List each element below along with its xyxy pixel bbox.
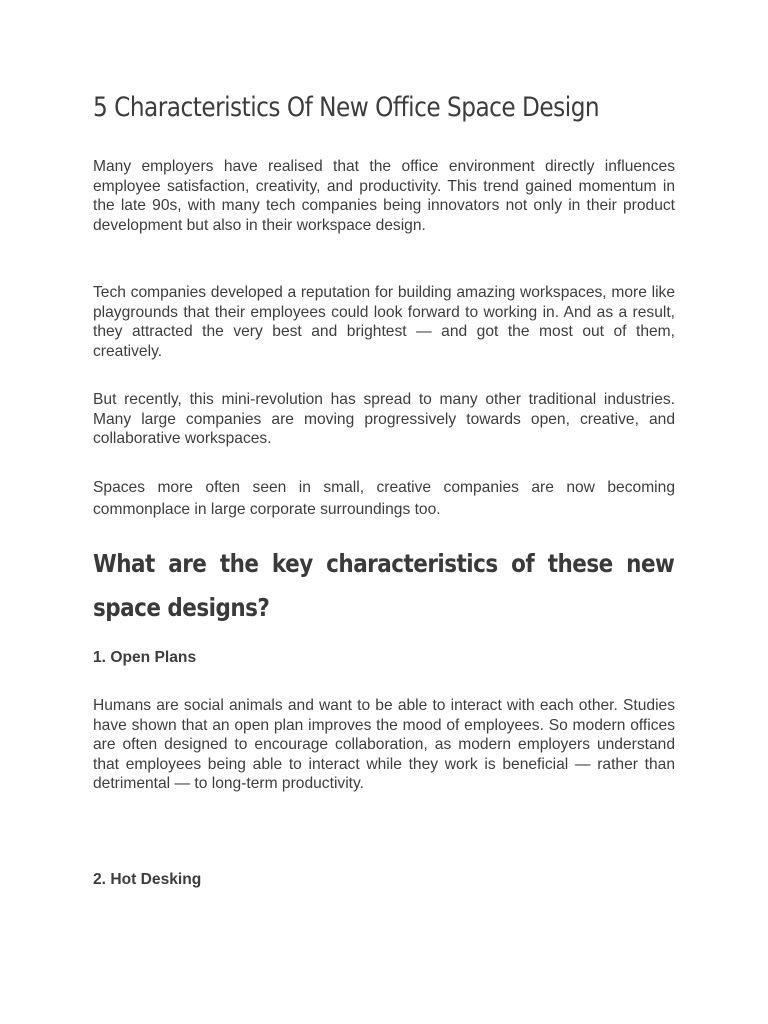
subsection-heading-hot-desking: 2. Hot Desking — [93, 871, 202, 888]
section-heading — [93, 542, 675, 630]
intro-paragraph-3: But recently, this mini-revolution has spread to many other traditional industries. Many large companies are moving progressively towards open, creative, and collaborative workspaces. — [93, 391, 675, 448]
subsection-heading-open-plans: 1. Open Plans — [93, 649, 197, 666]
document-title: 5 Characteristics Of New Office Space Design — [93, 92, 600, 123]
intro-paragraph-2: Tech companies developed a reputation for building amazing workspaces, more like playgrounds that their employees could look forward to working in. And as a result, they attracted the very best and brightest — and got the most out of them, creatively. — [93, 284, 675, 360]
section-heading-text: What are the key characteristics of these new space designs? — [93, 549, 675, 622]
intro-paragraph-1: Many employers have realised that the office environment directly influences employee satisfaction, creativity, and productivity. This trend gained momentum in the late 90s, with many tech companies being innovators not only in their product development but also in their workspace design. — [93, 158, 675, 234]
intro-paragraph-4: Spaces more often seen in small, creative companies are now becoming commonplace in large corporate surroundings too. — [93, 479, 675, 518]
subsection-body-open-plans: Humans are social animals and want to be able to interact with each other. Studies have shown that an open plan improves the mood of employees. So modern offices are often designed to encourage collaboration, as modern employers understand that employees being able to interact while they work is beneficial — rather than detrimental — to long-term productivity. — [93, 697, 675, 793]
